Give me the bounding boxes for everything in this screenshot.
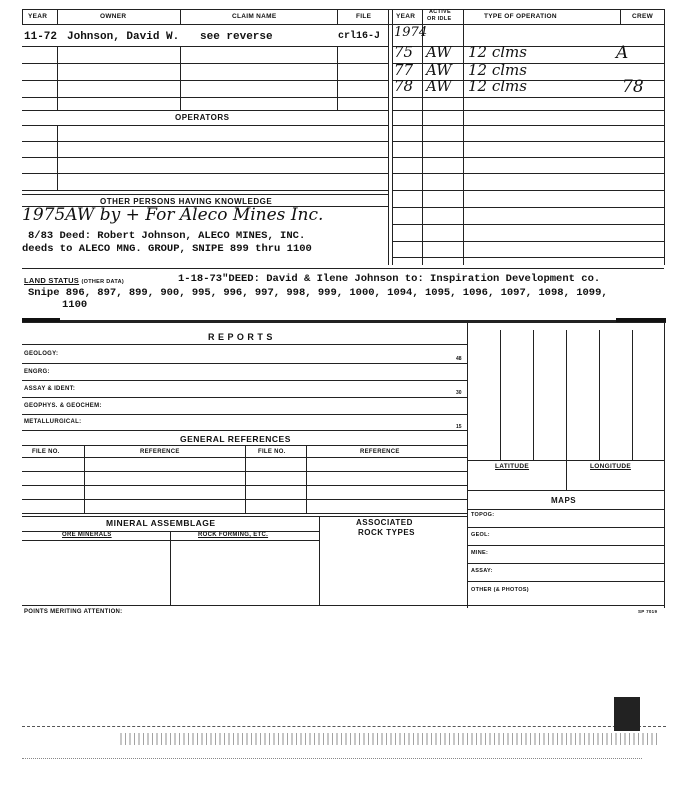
land-status-line2: Snipe 896, 897, 899, 900, 995, 996, 997, 998, 999, 1000, 1094, 1095, 1096, 1097, 1098, 1099, bbox=[28, 287, 608, 299]
op-status-4: AW bbox=[426, 77, 452, 95]
general-refs-title: GENERAL REFERENCES bbox=[180, 434, 291, 444]
form-number: SP 7019 bbox=[638, 609, 658, 614]
associated-label: ASSOCIATED bbox=[356, 518, 413, 527]
reports-num-30: 30 bbox=[456, 390, 462, 396]
ore-minerals-label: ORE MINERALS bbox=[62, 532, 112, 538]
gen-ref-file-no-1: FILE NO. bbox=[32, 449, 60, 455]
op-type-3: 12 clms bbox=[468, 61, 527, 79]
longitude-label: LONGITUDE bbox=[590, 463, 631, 470]
scan-artifact-block bbox=[614, 697, 640, 731]
rock-types-label: ROCK TYPES bbox=[358, 528, 416, 537]
col-year: YEAR bbox=[28, 13, 48, 20]
reports-title: R E P O R T S bbox=[208, 332, 273, 342]
col-type-of-operation: TYPE OF OPERATION bbox=[484, 13, 557, 20]
op-crew-2: A bbox=[616, 43, 629, 63]
mineral-assemblage-title: MINERAL ASSEMBLAGE bbox=[106, 518, 216, 528]
col-file: FILE bbox=[356, 13, 372, 20]
maps-other: OTHER (& PHOTOS) bbox=[471, 587, 529, 593]
op-type-4: 12 clms bbox=[468, 77, 527, 95]
maps-geol: GEOL: bbox=[471, 532, 490, 538]
maps-title: MAPS bbox=[551, 496, 577, 505]
op-year-4: 78 bbox=[394, 77, 414, 95]
col-claim-name: CLAIM NAME bbox=[232, 13, 277, 20]
op-year-3: 77 bbox=[394, 61, 414, 79]
other-persons-line2: deeds to ALECO MNG. GROUP, SNIPE 899 thru 1100 bbox=[22, 243, 312, 255]
maps-topog: TOPOG: bbox=[471, 512, 495, 518]
reports-num-48: 48 bbox=[456, 356, 462, 362]
points-meriting-attention: POINTS MERITING ATTENTION: bbox=[24, 609, 123, 615]
op-status-2: AW bbox=[426, 43, 452, 61]
other-persons-label: OTHER PERSONS HAVING KNOWLEDGE bbox=[100, 197, 273, 206]
land-status-label: LAND STATUS (OTHER DATA) bbox=[24, 276, 124, 285]
op-crew-4: 78 bbox=[622, 77, 644, 97]
file-number: crl16-J bbox=[338, 31, 381, 42]
maps-mine: MINE: bbox=[471, 550, 489, 556]
land-status-line3: 1100 bbox=[62, 299, 88, 311]
op-type-2: 12 clms bbox=[468, 43, 527, 61]
op-status-3: AW bbox=[426, 61, 452, 79]
reports-num-15: 15 bbox=[456, 424, 462, 430]
other-persons-handwritten: 1975AW by + For Aleco Mines Inc. bbox=[22, 205, 324, 225]
scan-noise-strip bbox=[120, 733, 660, 745]
col-crew: CREW bbox=[632, 13, 654, 20]
col-active: ACTIVE bbox=[429, 9, 451, 15]
col-or-idle: OR IDLE bbox=[427, 16, 452, 22]
gen-ref-reference-1: REFERENCE bbox=[140, 449, 180, 455]
gen-ref-file-no-2: FILE NO. bbox=[258, 449, 286, 455]
op-year-1: 1974 bbox=[394, 25, 428, 40]
gen-ref-reference-2: REFERENCE bbox=[360, 449, 400, 455]
operators-label: OPERATORS bbox=[175, 113, 230, 122]
reports-engrg: ENGRG: bbox=[24, 369, 50, 375]
col-year-2: YEAR bbox=[396, 13, 416, 20]
claim-name: see reverse bbox=[200, 31, 273, 43]
land-status-line1: 1-18-73"DEED: David & Ilene Johnson to: Inspiration Development co. bbox=[178, 273, 601, 285]
maps-assay: ASSAY: bbox=[471, 568, 493, 574]
rock-forming-label: ROCK FORMING, ETC. bbox=[198, 532, 269, 538]
owner-name: Johnson, David W. bbox=[67, 31, 180, 43]
reports-metallurgical: METALLURGICAL: bbox=[24, 419, 82, 425]
reports-geophys: GEOPHYS. & GEOCHEM: bbox=[24, 403, 102, 409]
latitude-label: LATITUDE bbox=[495, 463, 530, 470]
other-persons-line1: 8/83 Deed: Robert Johnson, ALECO MINES, INC. bbox=[28, 230, 306, 242]
reports-assay: ASSAY & IDENT: bbox=[24, 386, 76, 392]
reports-geology: GEOLOGY: bbox=[24, 351, 59, 357]
op-year-2: 75 bbox=[394, 43, 414, 61]
col-owner: OWNER bbox=[100, 13, 127, 20]
owner-year: 11-72 bbox=[24, 31, 58, 43]
